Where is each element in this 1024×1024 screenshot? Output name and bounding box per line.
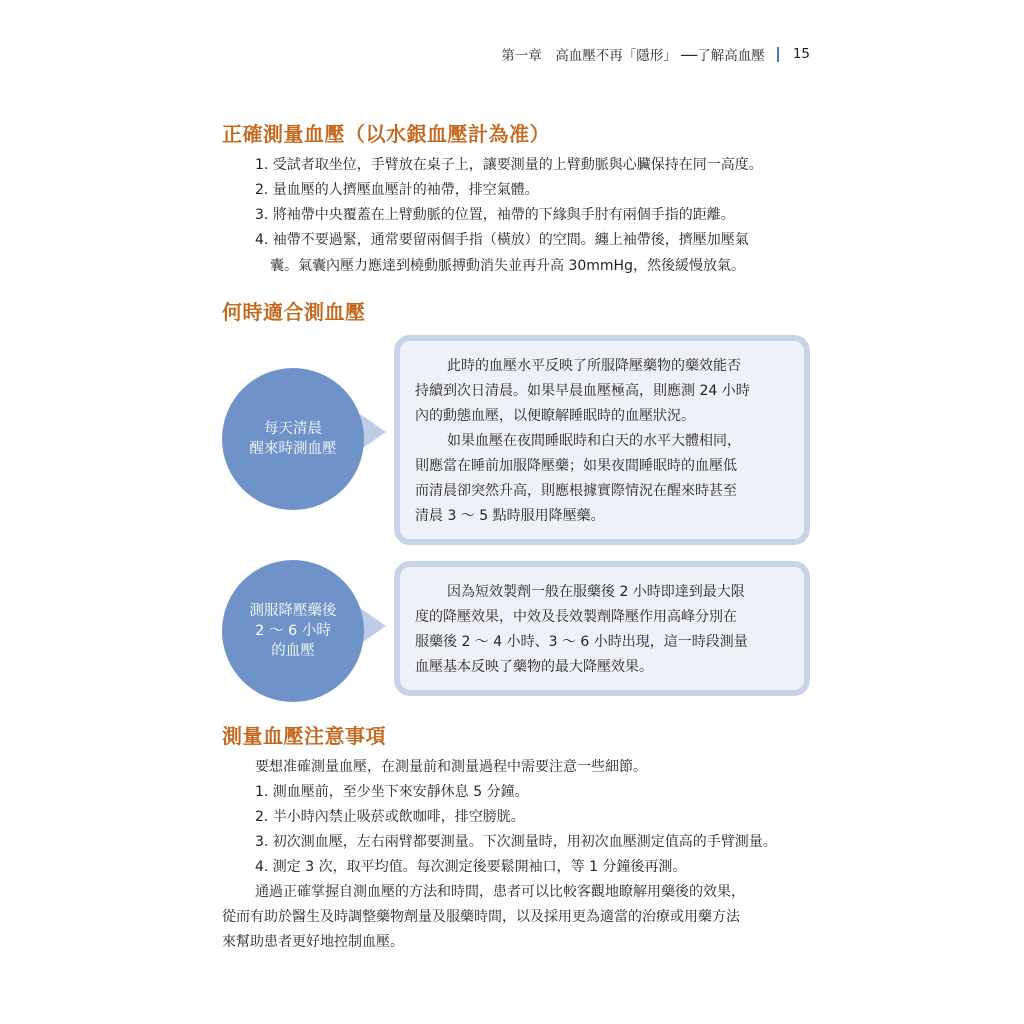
closing-paragraph-line: 從而有助於醫生及時調整藥物劑量及服藥時間，以及採用更為適當的治療或用藥方法 [222,909,740,925]
chapter-title: 第一章 高血壓不再「隱形」 ──了解高血壓 [501,48,765,64]
closing-paragraph-line: 通過正確掌握自測血壓的方法和時間，患者可以比較客觀地瞭解用藥後的效果， [255,884,745,900]
box-text-line: 而清晨卻突然升高，則應根據實際情況在醒來時甚至 [415,483,737,499]
list-item: 4. 袖帶不要過緊，通常要留兩個手指（橫放）的空間。纏上袖帶後，擠壓加壓氣 [255,232,749,248]
circle-label-after-medication [222,560,364,702]
circle-text: 的血壓 [271,643,315,659]
box-text-line: 內的動態血壓，以便瞭解睡眠時的血壓狀況。 [415,408,695,424]
circle-text: 測服降壓藥後 [249,603,337,619]
box-text-line: 持續到次日清晨。如果早晨血壓極高，則應測 24 小時 [415,383,750,399]
section-title-correct-measurement: 正確測量血壓（以水銀血壓計為准） [222,122,550,146]
intro-text: 要想准確測量血壓，在測量前和測量過程中需要注意一些細節。 [255,759,647,775]
circle-text: 每天清晨 [264,421,322,437]
list-item: 3. 將袖帶中央覆蓋在上臂動脈的位置，袖帶的下緣與手肘有兩個手指的距離。 [255,207,735,223]
circle-text: 2 ～ 6 小時 [255,623,331,639]
list-item: 1. 受試者取坐位，手臂放在桌子上，讓要測量的上臂動脈與心臟保持在同一高度。 [255,157,763,173]
box-text-line: 服藥後 2 ～ 4 小時、3 ～ 6 小時出現，這一時段測量 [415,634,748,650]
list-item: 3. 初次測血壓，左右兩臂都要測量。下次測量時，用初次血壓測定值高的手臂測量。 [255,834,777,850]
running-header [400,44,810,64]
box-text-line: 度的降壓效果，中效及長效製劑降壓作用高峰分別在 [415,609,737,625]
box-text-line: 因為短效製劑一般在服藥後 2 小時即達到最大限 [447,584,745,600]
list-item: 4. 測定 3 次，取平均值。每次測定後要鬆開袖口，等 1 分鐘後再測。 [255,859,687,875]
closing-paragraph-line: 來幫助患者更好地控制血壓。 [222,934,404,950]
arrow-right-icon [360,414,386,450]
box-text-line: 清晨 3 ～ 5 點時服用降壓藥。 [415,508,605,524]
box-text-line: 此時的血壓水平反映了所服降壓藥物的藥效能否 [447,358,741,374]
list-item: 2. 半小時內禁止吸菸或飲咖啡，排空膀胱。 [255,809,525,825]
box-text-line: 則應當在睡前加服降壓藥；如果夜間睡眠時的血壓低 [415,458,737,474]
circle-text: 醒來時測血壓 [249,441,337,457]
arrow-right-icon [360,608,386,644]
box-text-line: 血壓基本反映了藥物的最大降壓效果。 [415,659,653,675]
page-number: 15 [792,46,810,62]
list-item-continuation: 囊。氣囊內壓力應達到橈動脈搏動消失並再升高 30mmHg，然後緩慢放氣。 [270,258,745,274]
box-text-line: 如果血壓在夜間睡眠時和白天的水平大體相同， [447,433,741,449]
circle-label-morning [222,368,364,510]
header-divider [777,47,779,62]
section-title-when-to-measure: 何時適合測血壓 [222,300,366,324]
list-item: 1. 測血壓前，至少坐下來安靜休息 5 分鐘。 [255,784,529,800]
section-title-precautions: 測量血壓注意事項 [222,724,386,748]
list-item: 2. 量血壓的人擠壓血壓計的袖帶，排空氣體。 [255,182,539,198]
